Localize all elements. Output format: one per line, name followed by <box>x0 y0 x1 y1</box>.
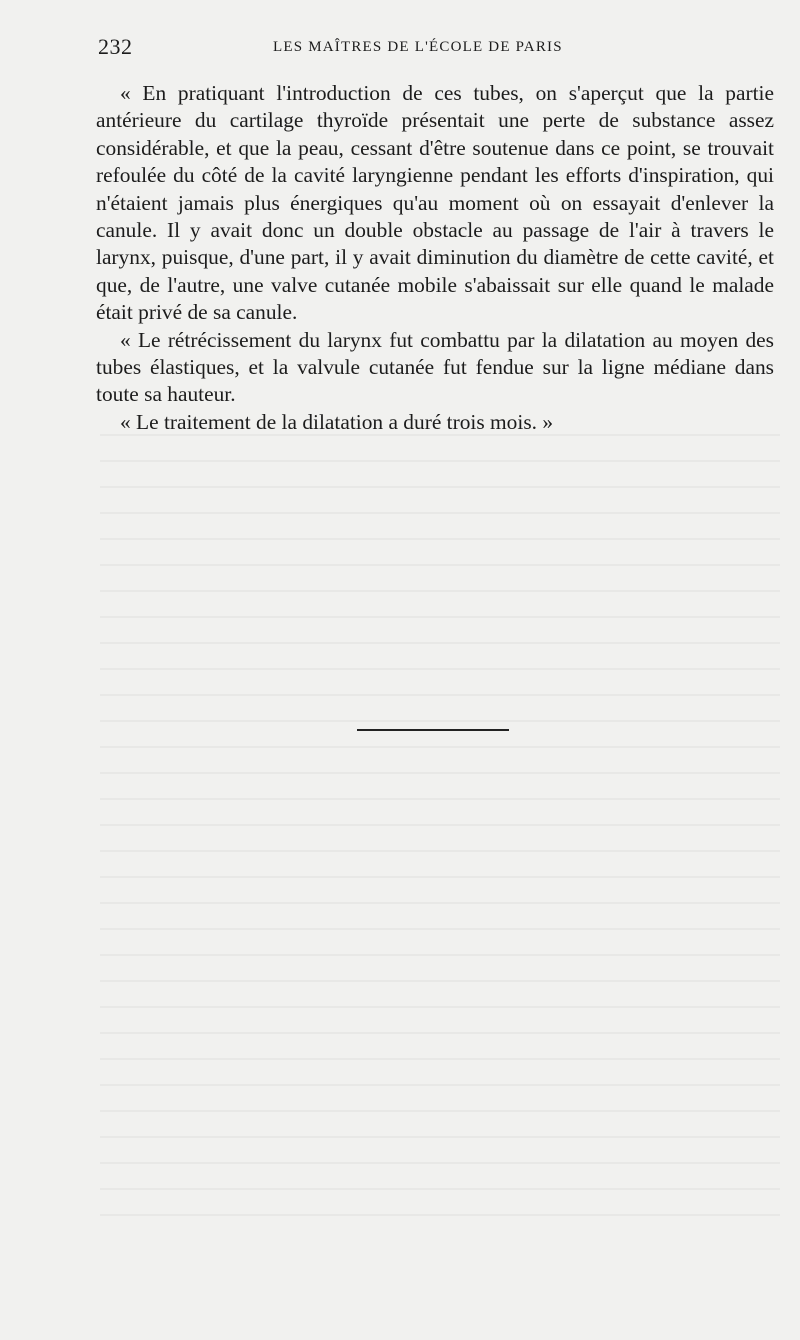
paragraph: « En pratiquant l'introduction de ces tubes, on s'aperçut que la partie antérieure du cartilage thyroïde présentait une perte de substance assez considérable, et que la peau, cessant d'être soutenue dans ce point, se trouvait refoulée du côté de la cavité laryngienne pendant les efforts d'inspiration, qui n'étaient jamais plus énergiques qu'au moment où on essayait d'enlever la canule. Il y avait donc un double obstacle au passage de l'air à travers le larynx, puisque, d'une part, il y avait diminution du diamètre de cette cavité, et que, de l'autre, une valve cutanée mobile s'abaissait sur elle quand le malade était privé de sa canule. <box>96 81 774 325</box>
page-number: 232 <box>98 34 133 59</box>
body-text <box>96 80 774 436</box>
paragraph: « Le traitement de la dilatation a duré trois mois. » <box>120 409 554 434</box>
section-end-rule <box>357 729 509 731</box>
paragraph: « Le rétrécissement du larynx fut combattu par la dilatation au moyen des tubes élastiques, et la valvule cutanée fut fendue sur la ligne médiane dans toute sa hauteur. <box>96 327 774 407</box>
running-head: LES MAÎTRES DE L'ÉCOLE DE PARIS <box>273 39 563 55</box>
show-through-texture <box>100 420 780 1240</box>
page-header <box>98 34 760 64</box>
